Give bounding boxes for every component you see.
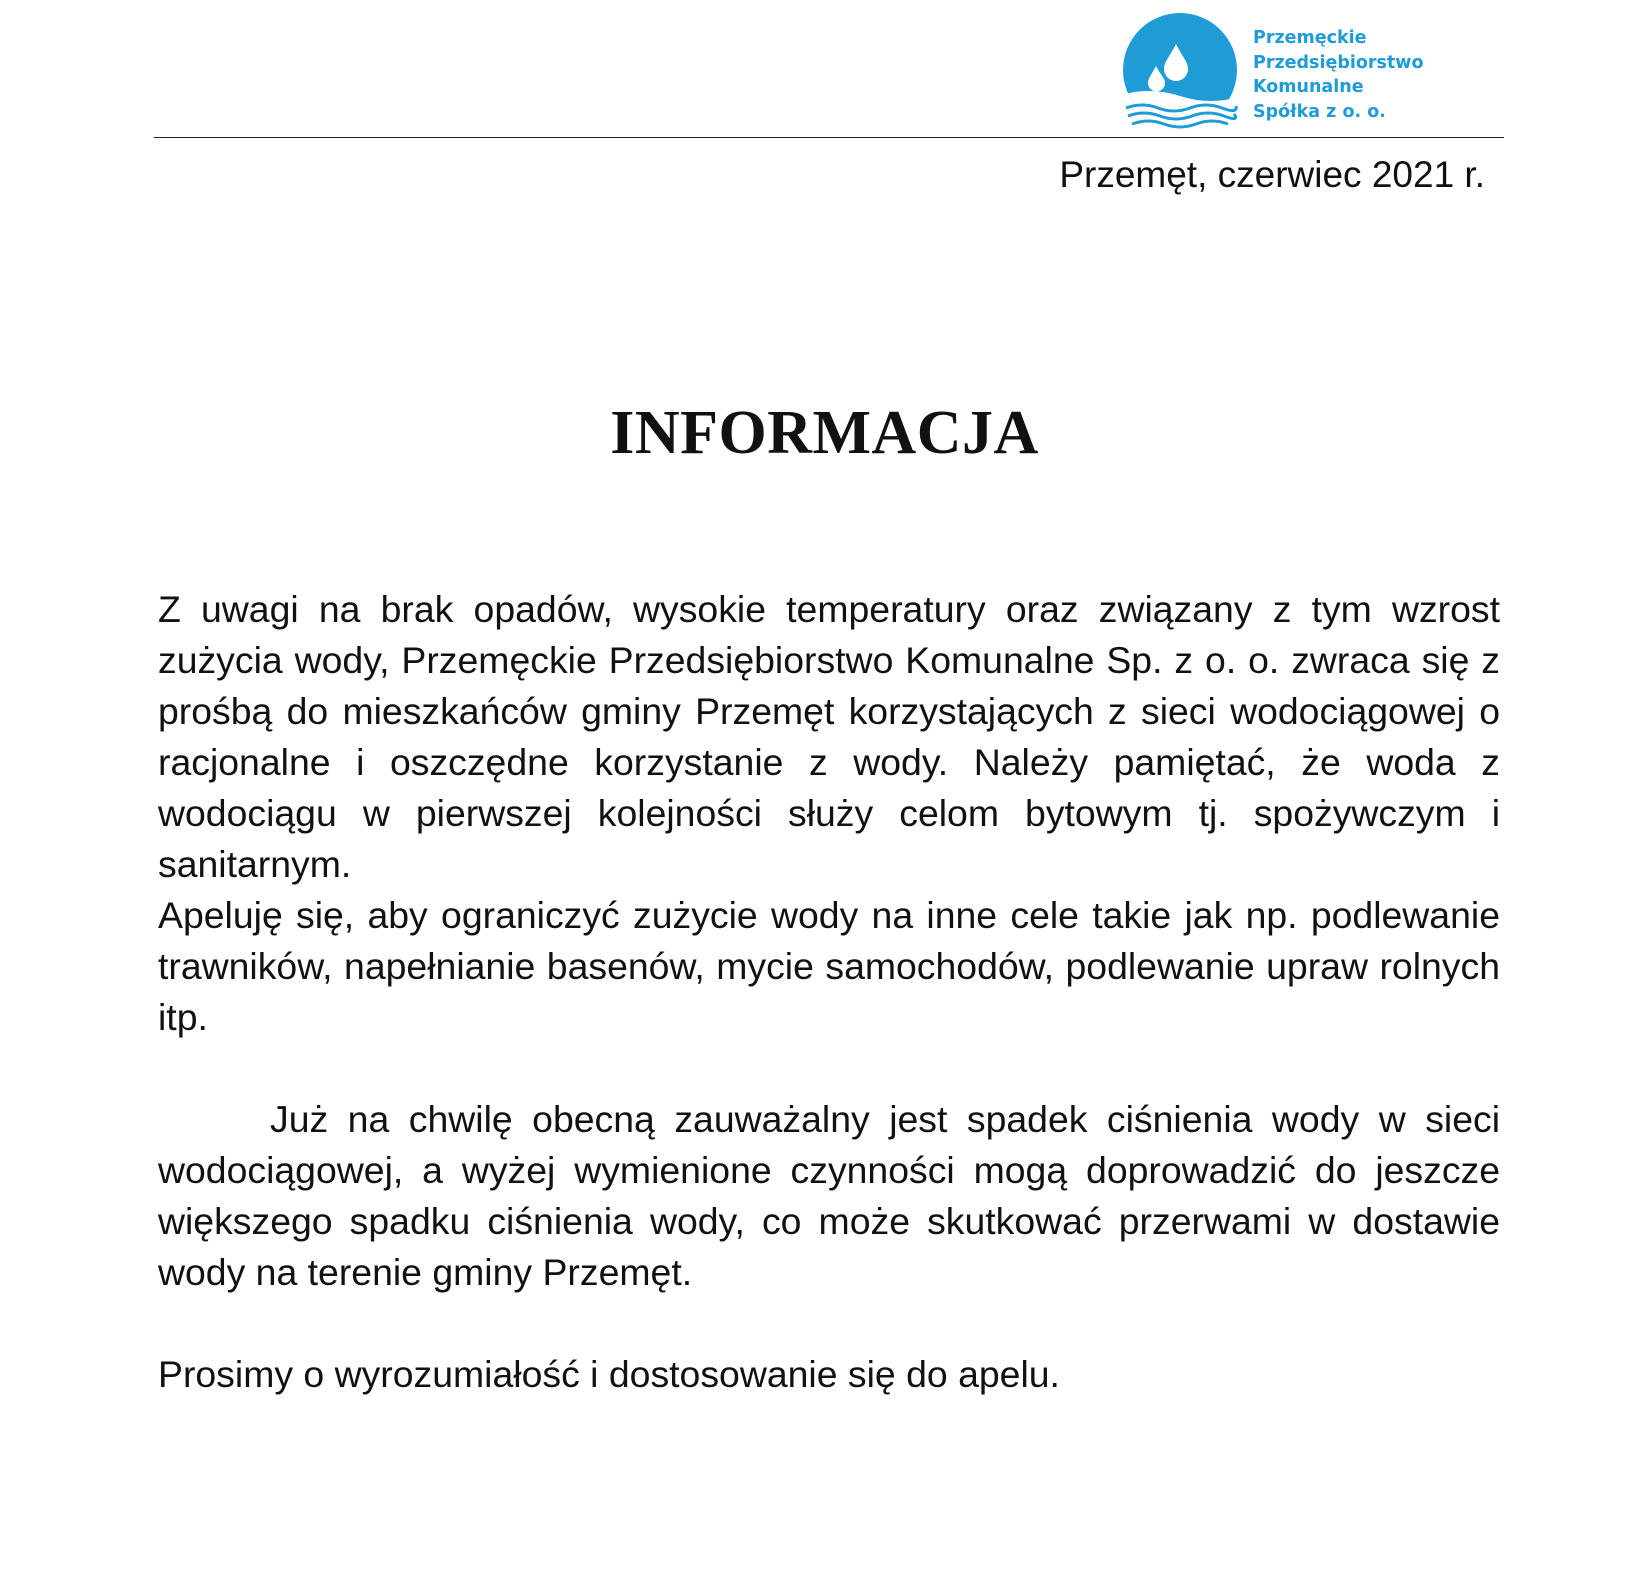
document-title: INFORMACJA bbox=[610, 399, 1039, 467]
company-name-line-2: Przedsiębiorstwo bbox=[1253, 52, 1424, 73]
letterhead bbox=[0, 0, 1649, 140]
paragraph-spacer bbox=[158, 1043, 1500, 1094]
document-body bbox=[158, 584, 1500, 1400]
paragraph-1: Z uwagi na brak opadów, wysokie temperatury oraz związany z tym wzrost zużycia wody, Przemęckie Przedsiębiorstwo Komunalne Sp. z o. o. zwraca się z prośbą do mieszkańców gminy Przemęt korzystających z sieci wodociągowej o racjonalne i oszczędne korzystanie z wody. Należy pamiętać, że woda z wodociągu w pierwszej kolejności służy celom bytowym tj. spożywczym i sanitarnym. bbox=[158, 588, 1500, 885]
company-name-line-1: Przemęckie bbox=[1253, 28, 1367, 48]
paragraph-spacer bbox=[158, 1298, 1500, 1349]
paragraph-2: Apeluję się, aby ograniczyć zużycie wody na inne cele takie jak np. podlewanie trawników, napełnianie basenów, mycie samochodów, podlewanie upraw rolnych itp. bbox=[158, 894, 1500, 1038]
company-name-line-4: Spółka z o. o. bbox=[1253, 101, 1386, 122]
paragraph-4: Prosimy o wyrozumiałość i dostosowanie się do apelu. bbox=[158, 1353, 1060, 1395]
paragraph-3: Już na chwilę obecną zauważalny jest spadek ciśnienia wody w sieci wodociągowej, a wyżej wymienione czynności mogą doprowadzić do jeszcze większego spadku ciśnienia wody, co może skutkować przerwami w dostawie wody na terenie gminy Przemęt. bbox=[158, 1098, 1500, 1293]
water-drops-wave-logo-icon bbox=[1118, 12, 1242, 136]
company-name-line-3: Komunalne bbox=[1253, 77, 1364, 97]
header-divider bbox=[154, 137, 1504, 138]
company-logo bbox=[1118, 12, 1448, 138]
document-date: Przemęt, czerwiec 2021 r. bbox=[1059, 154, 1485, 195]
company-name bbox=[1253, 26, 1423, 124]
